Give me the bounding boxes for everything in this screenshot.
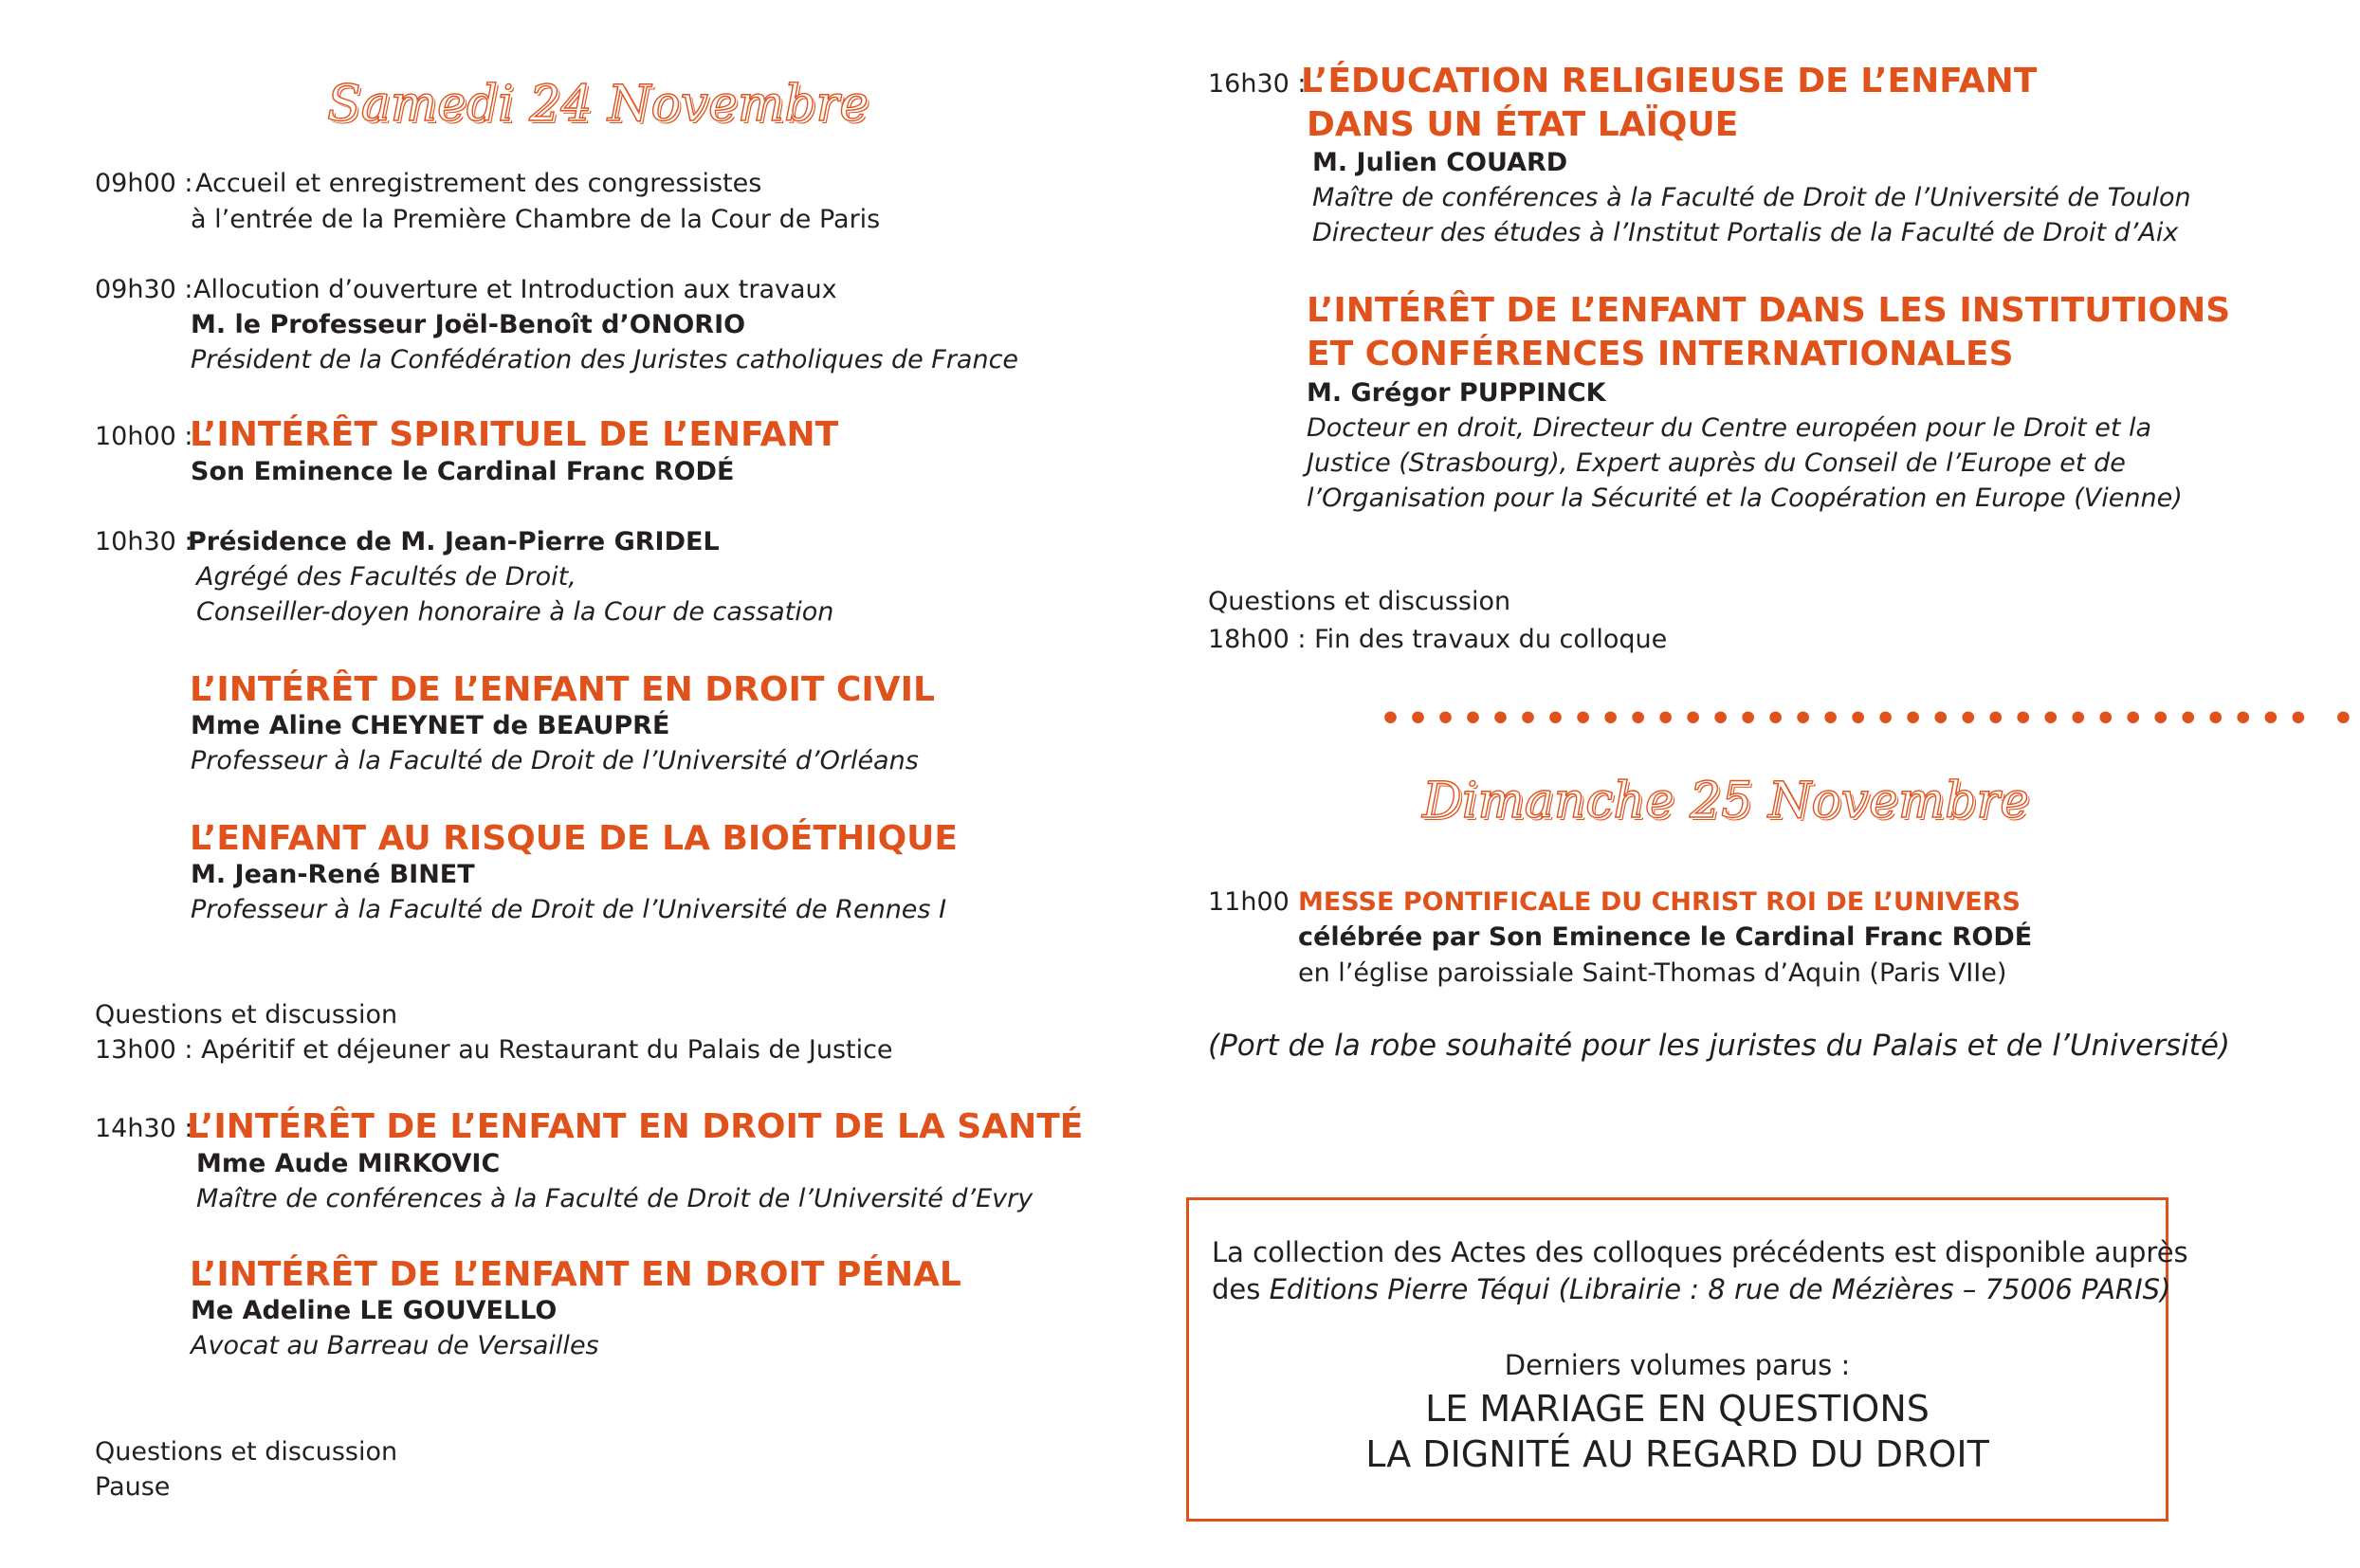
item-1430-role: Maître de conférences à la Faculté de Droit de l’Université d’Evry — [196, 1184, 1034, 1213]
item-0930-text: Allocution d’ouverture et Introduction aux travaux — [193, 275, 837, 304]
talk-penal-title: L’INTÉRÊT DE L’ENFANT EN DROIT PÉNAL — [190, 1255, 961, 1294]
publications-box — [1186, 1197, 2188, 1522]
separator-dots: •••••••••••••••••••••••••••••••••• • — [1380, 700, 2360, 738]
item-1630-role-1: Maître de conférences à la Faculté de Droit de l’Université de Toulon — [1312, 183, 2191, 212]
item-0930-speaker: M. le Professeur Joël-Benoît d’ONORIO — [191, 310, 746, 339]
talk-civil-title: L’INTÉRÊT DE L’ENFANT EN DROIT CIVIL — [190, 670, 935, 709]
item-1630-role-2: Directeur des études à l’Institut Portalis de la Faculté de Droit d’Aix — [1312, 218, 2179, 247]
item-0900-text-2: à l’entrée de la Première Chambre de la Cour de Paris — [191, 205, 881, 234]
talk-penal-role: Avocat au Barreau de Versailles — [191, 1331, 599, 1360]
time-1030: 10h30 : — [95, 527, 193, 556]
item-1100-title: MESSE PONTIFICALE DU CHRIST ROI DE L’UNIVERS — [1298, 887, 2021, 917]
talk-bioethics-role: Professeur à la Faculté de Droit de l’Université de Rennes I — [191, 895, 947, 924]
talk-bioethics-speaker: M. Jean-René BINET — [191, 860, 475, 889]
talk-international-speaker: M. Grégor PUPPINCK — [1307, 378, 1606, 408]
item-1630-speaker: M. Julien COUARD — [1312, 148, 1568, 177]
pause: Pause — [95, 1472, 171, 1502]
time-0900: 09h00 : — [95, 169, 193, 198]
item-1630-title-2: DANS UN ÉTAT LAÏQUE — [1307, 105, 1739, 144]
questions-1: Questions et discussion — [95, 1000, 398, 1030]
volume-1: LE MARIAGE EN QUESTIONS — [1425, 1388, 1930, 1430]
day-title-sunday: Dimanche 25 Novembre — [1422, 773, 2029, 830]
item-1430-title: L’INTÉRÊT DE L’ENFANT EN DROIT DE LA SANTÉ — [187, 1107, 1084, 1146]
item-1030-role-2: Conseiller-doyen honoraire à la Cour de cassation — [196, 597, 834, 627]
item-0930-role: Président de la Confédération des Juristes catholiques de France — [191, 345, 1019, 374]
time-0930: 09h30 : — [95, 275, 193, 304]
end-of-colloquium: 18h00 : Fin des travaux du colloque — [1208, 625, 1668, 654]
talk-bioethics-title: L’ENFANT AU RISQUE DE LA BIOÉTHIQUE — [190, 819, 958, 858]
publisher-address: Editions Pierre Téqui (Librairie : 8 rue de Mézières – 75006 PARIS) — [1269, 1273, 2171, 1305]
item-1630-title-1: L’ÉDUCATION RELIGIEUSE DE L’ENFANT — [1301, 62, 2038, 100]
time-1630: 16h30 : — [1208, 69, 1307, 99]
volume-2: LA DIGNITÉ AU REGARD DU DROIT — [1365, 1433, 1989, 1475]
time-1430: 14h30 : — [95, 1114, 193, 1143]
time-1100: 11h00 : — [1208, 887, 1307, 917]
questions-2: Questions et discussion — [95, 1437, 398, 1467]
talk-international-role-1: Docteur en droit, Directeur du Centre européen pour le Droit et la — [1307, 413, 2152, 443]
item-1000-title: L’INTÉRÊT SPIRITUEL DE L’ENFANT — [190, 415, 839, 454]
item-1100-place: en l’église paroissiale Saint-Thomas d’Aquin (Paris VIIe) — [1298, 958, 2007, 988]
talk-international-role-2: Justice (Strasbourg), Expert auprès du Conseil de l’Europe et de — [1307, 448, 2126, 478]
item-1300: 13h00 : Apéritif et déjeuner au Restaurant du Palais de Justice — [95, 1035, 893, 1065]
questions-3: Questions et discussion — [1208, 587, 1511, 616]
item-1030-text: Présidence de M. Jean-Pierre GRIDEL — [188, 527, 720, 556]
dress-note: (Port de la robe souhaité pour les juristes du Palais et de l’Université) — [1208, 1029, 2231, 1063]
box-line-2 — [1212, 1271, 2171, 1307]
item-0900-text: Accueil et enregistrement des congressistes — [195, 169, 762, 198]
talk-international-title-1: L’INTÉRÊT DE L’ENFANT DANS LES INSTITUTIONS — [1307, 291, 2231, 330]
talk-international-title-2: ET CONFÉRENCES INTERNATIONALES — [1307, 335, 2014, 374]
day-title-saturday: Samedi 24 Novembre — [327, 76, 869, 133]
item-1030-role-1: Agrégé des Facultés de Droit, — [196, 562, 576, 592]
talk-international-role-3: l’Organisation pour la Sécurité et la Coopération en Europe (Vienne) — [1307, 483, 2183, 513]
item-1100-celebrant: célébrée par Son Eminence le Cardinal Franc RODÉ — [1298, 922, 2033, 952]
box-line-2-prefix: des — [1212, 1273, 1270, 1305]
box-line-1: La collection des Actes des colloques précédents est disponible auprès — [1212, 1236, 2188, 1268]
volumes-label: Derniers volumes parus : — [1504, 1349, 1851, 1381]
talk-civil-speaker: Mme Aline CHEYNET de BEAUPRÉ — [191, 711, 670, 740]
talk-penal-speaker: Me Adeline LE GOUVELLO — [191, 1296, 558, 1325]
item-1000-speaker: Son Eminence le Cardinal Franc RODÉ — [191, 457, 735, 486]
item-1430-speaker: Mme Aude MIRKOVIC — [196, 1149, 501, 1178]
talk-civil-role: Professeur à la Faculté de Droit de l’Université d’Orléans — [191, 746, 919, 775]
time-1000: 10h00 : — [95, 422, 193, 451]
